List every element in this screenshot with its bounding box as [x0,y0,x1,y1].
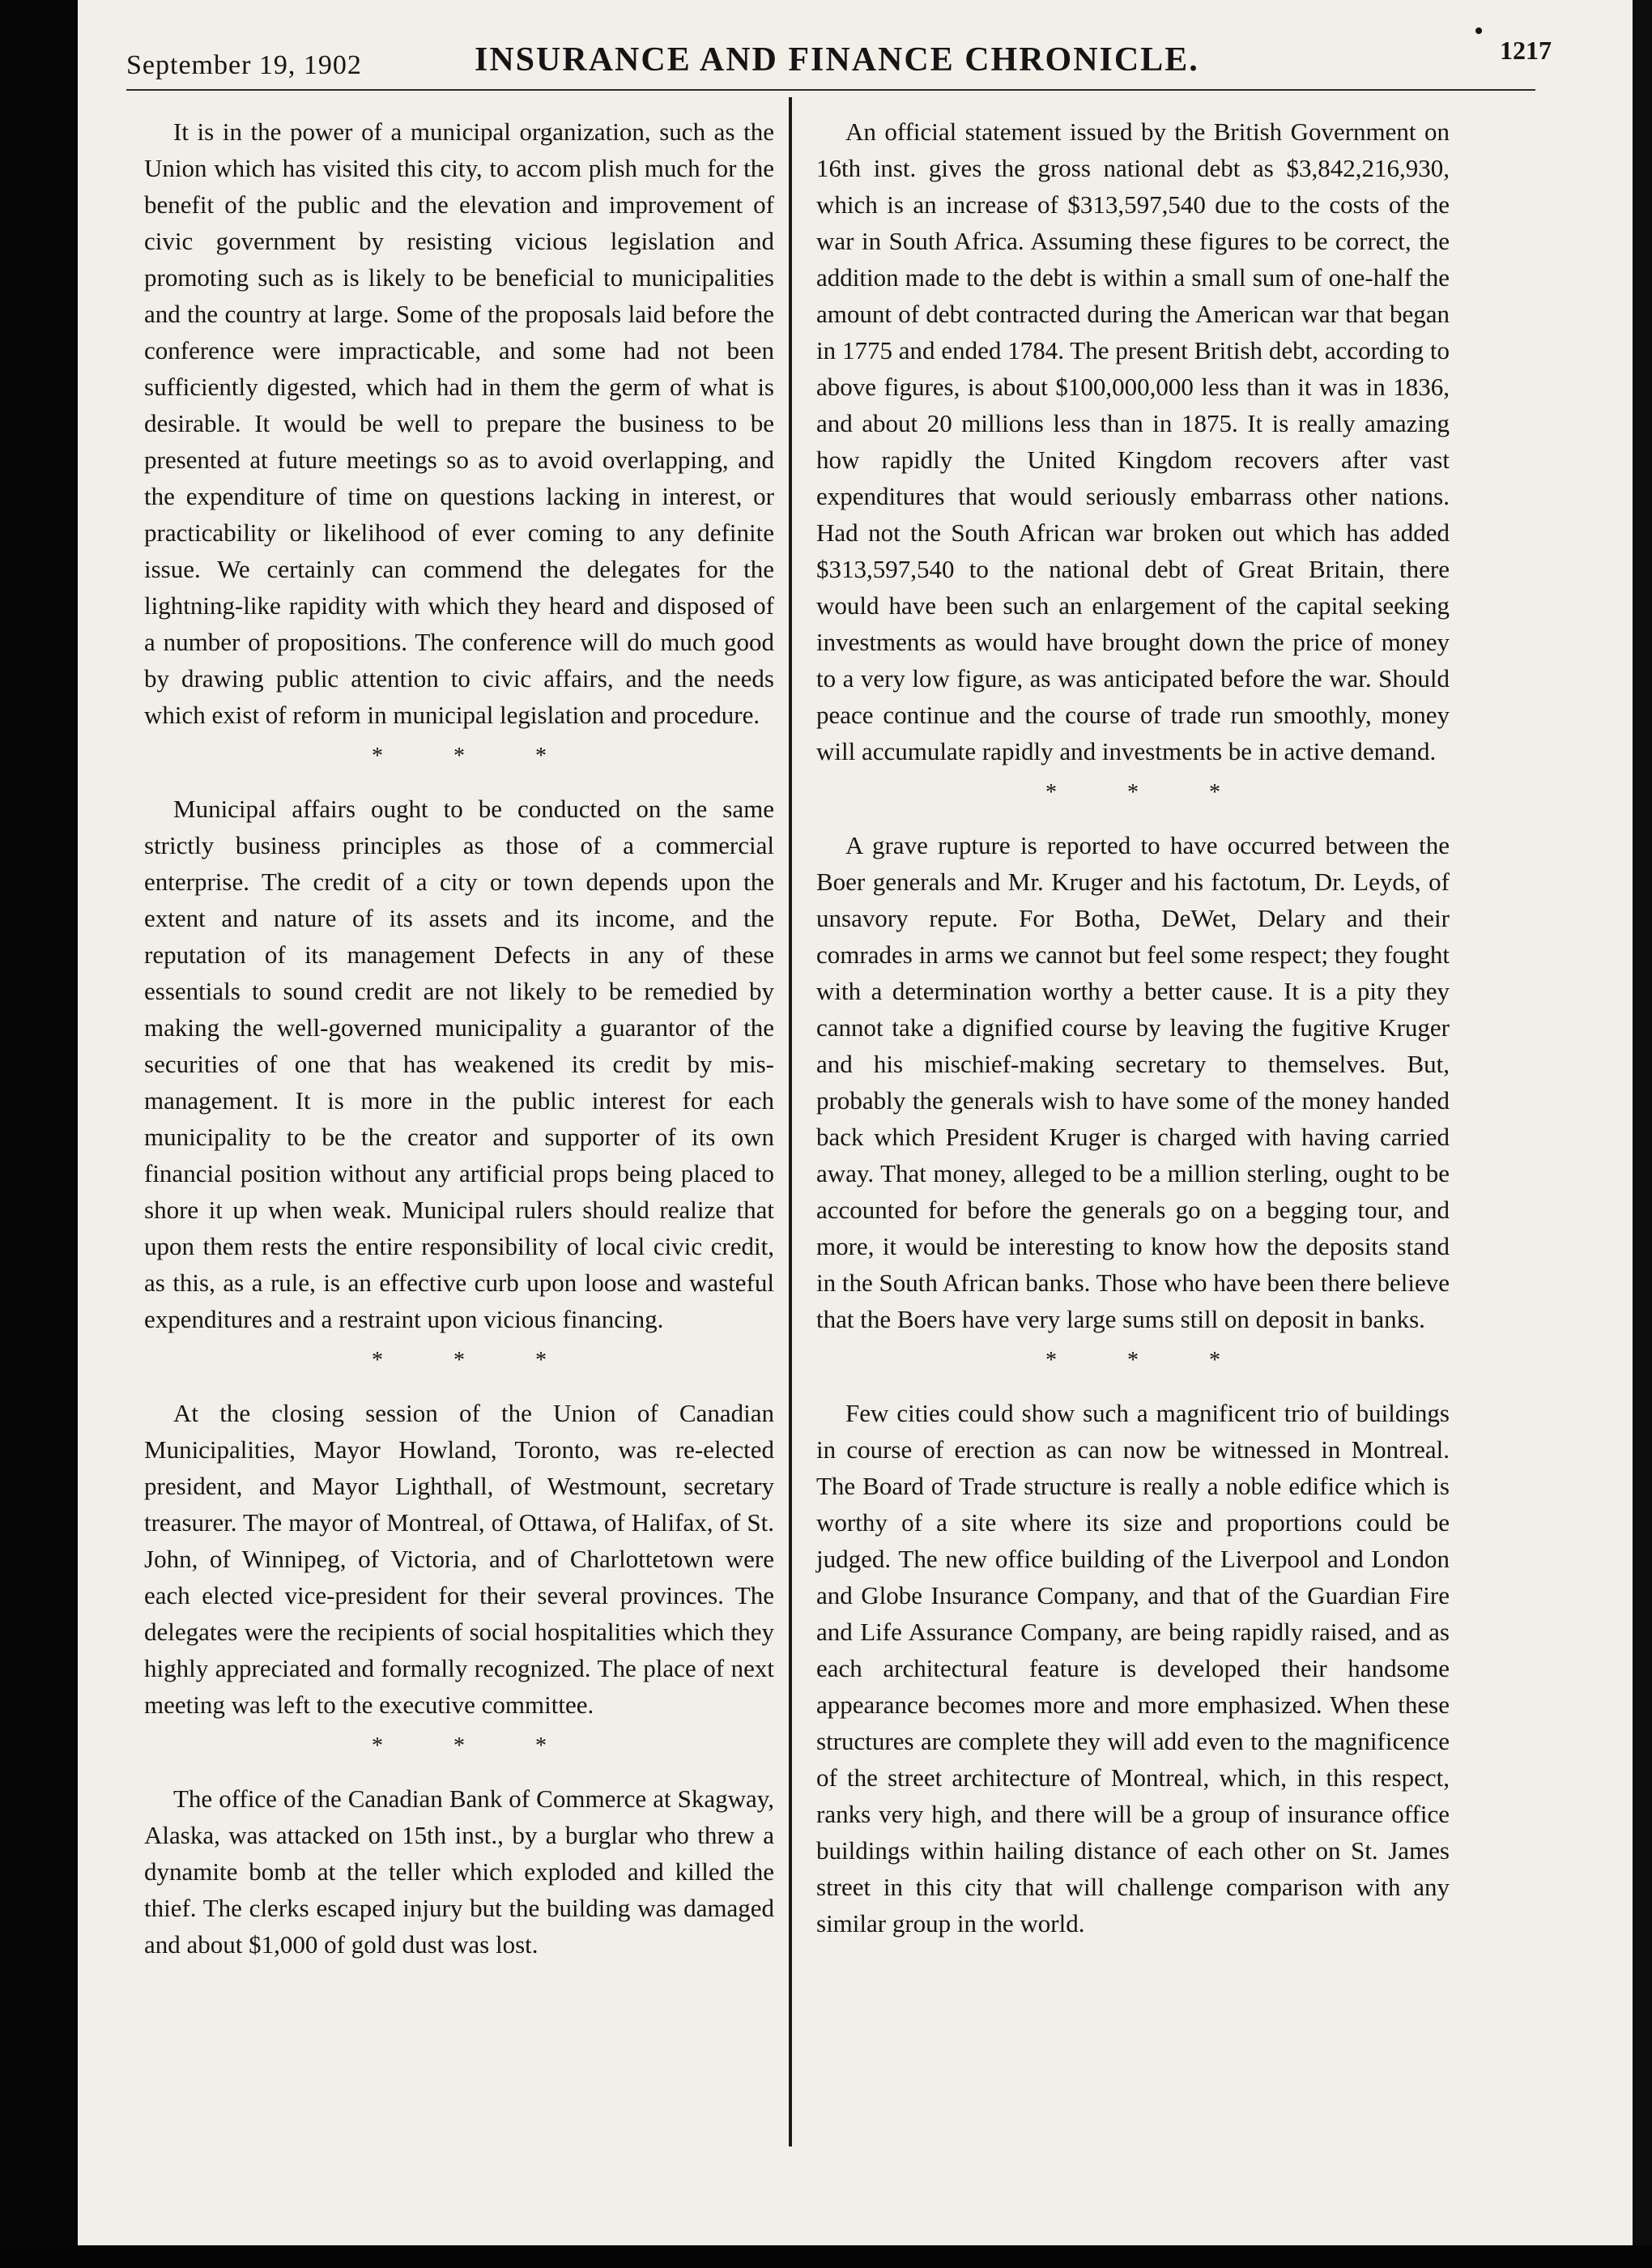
article-montreal-buildings: Few cities could show such a magnificent trio of buildings in course of erection as can now be witnessed in Montreal. The Board of Trade structure is really a noble edifice which is worthy of a site where its size and proportions could be judged. The new office building of the Liverpool and London and Globe Insurance Company, and that of the Guardian Fire and Life Assurance Company, are being rapidly raised, and as each architectural feature is developed their handsome appearance becomes more and more emphasized. When these structures are complete they will add even to the magnificence of the street architecture of Montreal, which, in this respect, ranks very high, and there will be a group of insurance office buildings within hailing distance of each other on St. James street in this city that will challenge comparison with any similar group in the world. [816,1399,1450,1938]
article-boer-rupture: A grave rupture is reported to have occurred between the Boer generals and Mr. Kruger and his factotum, Dr. Leyds, of unsavory repute. For Botha, DeWet, Delary and their comrades in arms we cannot but feel some respect; they fought with a determination worthy a better cause. It is a pity they cannot take a dignified course by leaving the fugitive Kruger and his mischief-making secretary to themselves. But, probably the generals wish to have some of the money handed back which President Kruger is charged with having carried away. That money, alleged to be a million sterling, ought to be accounted for before the generals go on a begging tour, and more, it would be interesting to know how the deposits stand in the South African banks. Those who have been there believe that the Boers have very large sums still on deposit in banks. [816,831,1450,1333]
section-separator: * * * [372,744,579,769]
page-header [126,16,1552,81]
newspaper-page [78,0,1633,2245]
scan-edge-left [0,0,78,2268]
section-separator: * * * [372,1733,579,1759]
left-column [144,113,774,1963]
section-separator: * * * [1045,780,1253,805]
article-british-debt: An official statement issued by the British Government on 16th inst. gives the gross national debt as $3,842,216,930, which is an increase of $313,597,540 due to the costs of the war in South Africa. Assuming these figures to be correct, the addition made to the debt is within a small sum of one-half the amount of debt contracted during the American war that began in 1775 and ended 1784. The present British debt, according to above figures, is about $100,000,000 less than it was in 1836, and about 20 millions less than in 1875. It is really amazing how rapidly the United Kingdom recovers after vast expenditures that would seriously embarrass other nations. Had not the South African war broken out which has added $313,597,540 to the national debt of Great Britain, there would have been such an enlargement of the capital seeking investments as would have brought down the price of money to a very low figure, as was anticipated before the war. Should peace continue and the course of trade run smoothly, money will accumulate rapidly and investments be in active demand. [816,117,1450,765]
column-divider [789,97,792,2146]
scan-edge-right [1633,0,1652,2268]
section-separator: * * * [372,1348,579,1373]
speck-mark: • [1474,16,1484,46]
scan-edge-bottom [0,2245,1652,2268]
issue-date: September 19, 1902 [126,50,362,80]
article-municipal-organization: It is in the power of a municipal organization, such as the Union which has visited this city, to accom plish much for the benefit of the public and the elevation and improvement of civic government by resisting vicious legislation and promoting such as is likely to be beneficial to municipalities and the country at large. Some of the proposals laid before the conference were impracticable, and some had not been sufficiently digested, which had in them the germ of what is desirable. It would be well to prepare the business to be presented at future meetings so as to avoid overlapping, and the expenditure of time on questions lacking in interest, or practicability or likelihood of ever coming to any definite issue. We certainly can commend the delegates for the lightning-like rapidity with which they heard and disposed of a number of propositions. The conference will do much good by drawing public attention to civic affairs, and the needs which exist of reform in municipal legislation and procedure. [144,117,774,729]
article-union-closing-session: At the closing session of the Union of Canadian Municipalities, Mayor Howland, Toronto, was re-elected president, and Mayor Lighthall, of Westmount, secretary treasurer. The mayor of Montreal, of Ottawa, of Halifax, of St. John, of Winnipeg, of Victoria, and of Charlottetown were each elected vice-president for their several provinces. The delegates were the recipients of social hospitalities which they highly appreciated and formally recognized. The place of next meeting was left to the executive committee. [144,1399,774,1719]
right-column [816,113,1450,1942]
publication-title: INSURANCE AND FINANCE CHRONICLE. [475,41,1199,79]
article-bank-skagway: The office of the Canadian Bank of Commerce at Skagway, Alaska, was attacked on 15th inst., by a burglar who threw a dynamite bomb at the teller which exploded and killed the thief. The clerks escaped injury but the building was damaged and about $1,000 of gold dust was lost. [144,1784,774,1959]
article-municipal-affairs: Municipal affairs ought to be conducted on the same strictly business principles as those of a commercial enterprise. The credit of a city or town depends upon the extent and nature of its assets and its income, and the reputation of its management Defects in any of these essentials to sound credit are not likely to be remedied by making the well-governed municipality a guarantor of the securities of one that has weakened its credit by mis-management. It is more in the public interest for each municipality to be the creator and supporter of its own financial position without any artificial props being placed to shore it up when weak. Municipal rulers should realize that upon them rests the entire responsibility of local civic credit, as this, as a rule, is an effective curb upon loose and wasteful expenditures and a restraint upon vicious financing. [144,795,774,1333]
page-number: 1217 [1500,36,1552,65]
section-separator: * * * [1045,1348,1253,1373]
header-rule [126,89,1535,91]
